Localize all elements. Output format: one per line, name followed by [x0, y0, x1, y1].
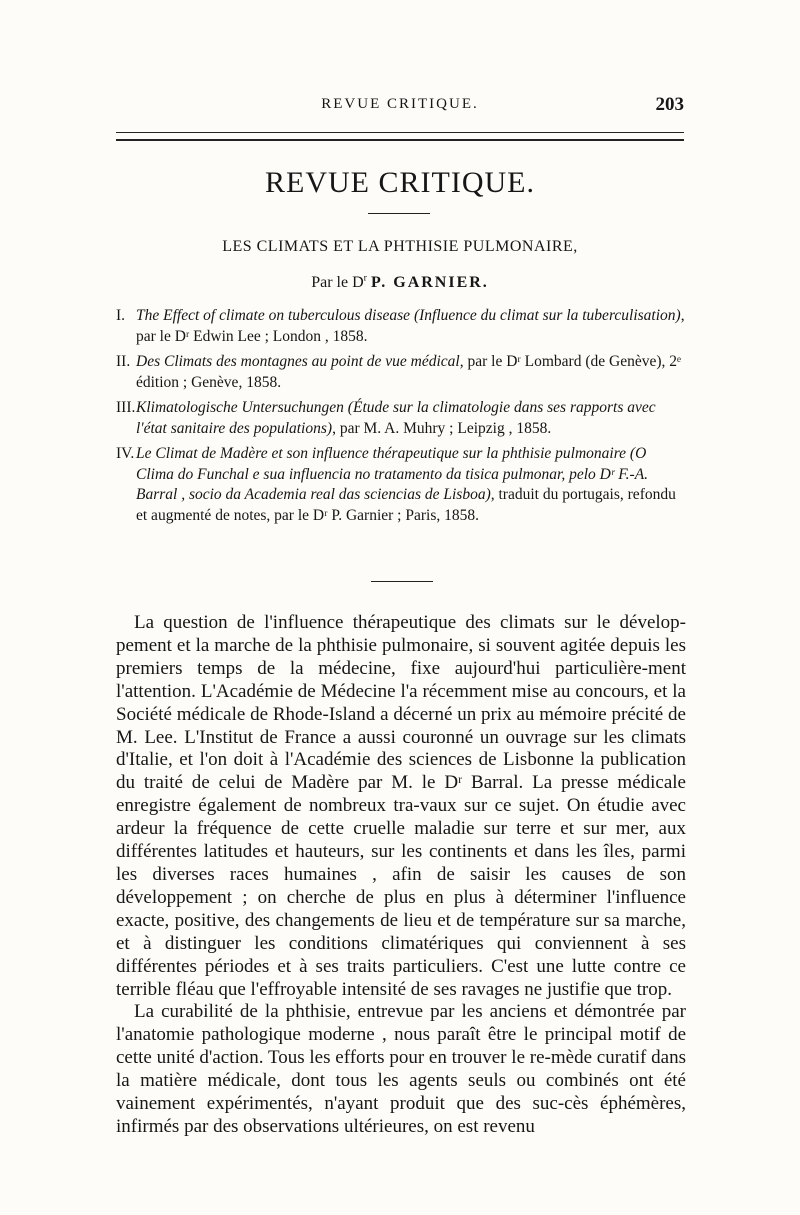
reference-title: Des Climats des montagnes au point de vue médical,: [136, 353, 464, 370]
running-title: REVUE CRITIQUE.: [321, 96, 479, 112]
byline: [0, 274, 800, 292]
reference-details: par le Dʳ Lombard (de Genève), 2ᵉ édition ; Genève, 1858.: [136, 353, 681, 391]
page-number: 203: [655, 94, 684, 115]
article-title: LES CLIMATS ET LA PHTHISIE PULMONAIRE,: [222, 238, 578, 255]
reference-details: traduit du portugais, refondu et augmenté de notes, par le Dʳ P. Garnier ; Paris, 1858.: [136, 486, 676, 524]
reference-item: [116, 398, 686, 439]
title-divider: [368, 213, 430, 214]
reference-title: The Effect of climate on tuberculous disease (Influence du climat sur la tuberculisation): [136, 307, 681, 324]
references-divider: [371, 581, 433, 582]
reference-title: Le Climat de Madère et son influence thérapeutique sur la phthisie pulmonaire (O Clima do Funchal e sua influencia no tratamento da tisica pulmonar, pelo Dʳ F.-A. Barral , socio da Academia real das sciencias de Lisboa),: [136, 445, 649, 503]
reference-number: IV.: [116, 445, 135, 462]
header-double-rule: [116, 132, 684, 141]
reference-number: II.: [116, 353, 131, 370]
reference-number: I.: [116, 307, 126, 324]
reference-details: , par M. A. Muhry ; Leipzig , 1858.: [332, 419, 552, 437]
reference-title: Klimatologische Untersuchungen (Étude sur la climatologie dans ses rapports avec l'état sanitaire des populations): [136, 399, 656, 437]
reference-list: [116, 306, 686, 531]
reference-item: [116, 352, 686, 393]
section-title: REVUE CRITIQUE.: [265, 166, 535, 199]
body-paragraph: La question de l'influence thérapeutique des climats sur le dévelop-pement et la marche de la phthisie pulmonaire, si souvent agitée depuis les premiers temps de la médecine, fixe aujourd'hui particulière-ment l'attention. L'Académie de Médecine l'a récemment mise au concours, et la Société médicale de Rhode-Island a décerné un prix au mémoire précité de M. Lee. L'Institut de France a aussi couronné un ouvrage sur les climats d'Italie, et l'on doit à l'Académie des sciences de Lisbonne la publication du traité de celui de Madère par M. le Dʳ Barral. La presse médicale enregistre également de nombreux tra-vaux sur ce sujet. On étudie avec ardeur la fréquence de cette cruelle maladie sur terre et sur mer, aux différentes latitudes et hauteurs, sur les continents et dans les îles, parmi les diverses races humaines , afin de saisir les causes de son développement ; on cherche de plus en plus à déterminer l'influence exacte, positive, des changements de lieu et de température sur sa marche, et à distinguer les conditions climatériques qui conviennent à ses différentes périodes et à ses traits particuliers. C'est une lutte contre ce terrible fléau que l'effroyable intensité de ses ravages ne justifie que trop.: [116, 612, 686, 1000]
reference-number: III.: [116, 399, 136, 416]
running-head: [116, 96, 684, 118]
reference-item: [116, 444, 686, 526]
byline-sup: r: [363, 272, 367, 284]
body-paragraph: La curabilité de la phthisie, entrevue par les anciens et démontrée par l'anatomie pathologique moderne , nous paraît être le principal motif de cette unité d'action. Tous les efforts pour en trouver le re-mède curatif dans la matière médicale, dont tous les agents seuls ou combinés ont été vainement expérimentés, n'ayant produit que des suc-cès éphémères, infirmés par des observations ultérieures, on est revenu: [116, 1001, 686, 1137]
byline-author: P. GARNIER.: [370, 274, 489, 291]
article-body: [116, 612, 686, 1139]
reference-item: [116, 306, 686, 347]
byline-prefix: Par le D: [311, 274, 364, 291]
reference-details: , par le Dʳ Edwin Lee ; London , 1858.: [136, 307, 685, 345]
